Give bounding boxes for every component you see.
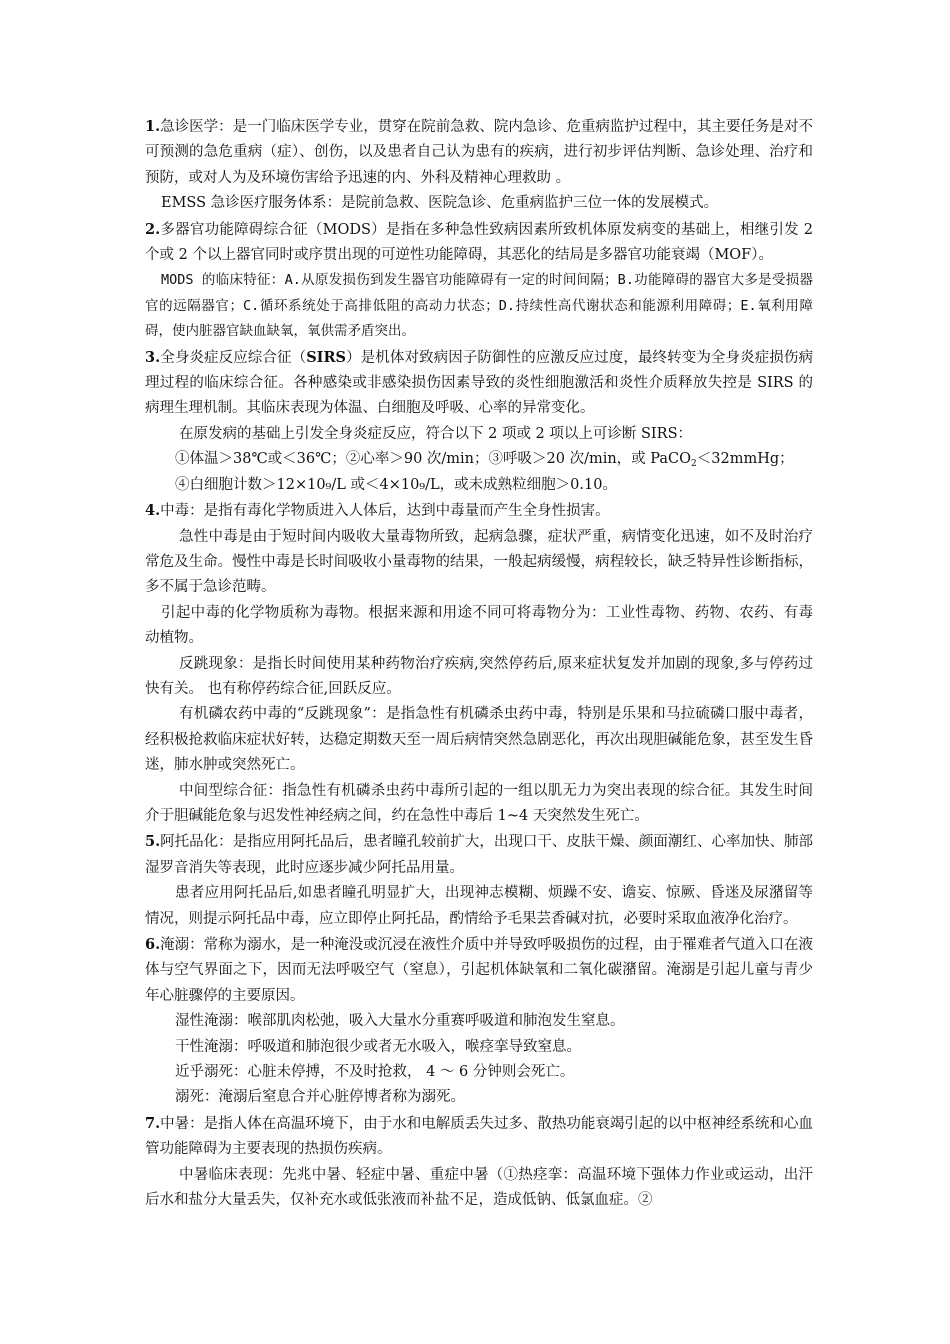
s6-drowned: 溺死：淹溺后窒息合并心脏停博者称为溺死。 xyxy=(175,1089,465,1106)
s6-near: 近乎溺死：心脏未停搏，不及时抢救， 4 ～ 6 分钟则会死亡。 xyxy=(175,1064,575,1081)
s6-number: 6. xyxy=(145,936,161,953)
s4-intermediate: 中间型综合征：指急性有机磷杀虫药中毒所引起的一组以肌无力为突出表现的综合征。其发生时间介于胆碱能危象与迟发性神经病之间，约在急性中毒后 1~4 天突然发生死亡。 xyxy=(145,782,813,824)
s4-definition: 4.中毒：是指有毒化学物质进入人体后，达到中毒量而产生全身性损害。 xyxy=(145,502,610,520)
s7-symptoms: 中暑临床表现：先兆中暑、轻症中暑、重症中暑（①热痉挛：高温环境下强体力作业或运动，出汗后水和盐分大量丢失，仅补充水或低张液而补盐不足，造成低钠、低氯血症。② xyxy=(145,1166,813,1209)
s1-definition: 1.急诊医学：是一门临床医学专业，贯穿在院前急救、院内急诊、危重病监护过程中，其主要任务是对不可预测的急危重病（症）、创伤，以及患者自己认为患有的疾病，进行初步评估判断、急诊处理、治疗和预防，或对人为及环境伤害给予迅速的内、外科及精神心理救助 。 xyxy=(145,118,813,186)
s7-definition: 7.中暑：是指人体在高温环境下，由于水和电解质丢失过多、散热功能衰竭引起的以中枢神经系统和心血管功能障碍为主要表现的热损伤疾病。 xyxy=(145,1114,813,1158)
s3-criteria-1: ①体温＞38℃或＜36℃；②心率＞90 次/min；③呼吸＞20 次/min，或 PaCO$_2$＜32mmHg； xyxy=(175,451,794,470)
s2-number: 2. xyxy=(145,220,161,238)
s6-dry: 干性淹溺：呼吸道和肺泡很少或者无水吸入，喉痉挛导致窒息。 xyxy=(175,1038,581,1055)
s3-number: 3. xyxy=(145,348,161,366)
document-page xyxy=(145,114,813,1213)
s3-criteria-intro: 在原发病的基础上引发全身炎症反应，符合以下 2 项或 2 项以上可诊断 SIRS： xyxy=(179,425,693,442)
s5-poisoning: 患者应用阿托品后,如患者瞳孔明显扩大，出现神志模糊、烦躁不安、谵妄、惊厥、昏迷及尿潴留等情况，则提示阿托品中毒，应立即停止阿托品，酌情给予毛果芸香碱对抗，必要时采取血液净化治疗。 xyxy=(145,885,813,927)
s3-criteria-2: ④白细胞计数＞12×10₉/L 或＜4×10₉/L，或未成熟粒细胞＞0.10。 xyxy=(175,476,617,493)
s5-definition: 5.阿托品化：是指应用阿托品后，患者瞳孔较前扩大，出现口干、皮肤干燥、颜面潮红、心率加快、肺部湿罗音消失等表现，此时应逐步减少阿托品用量。 xyxy=(145,833,813,876)
s4-rebound: 反跳现象：是指长时间使用某种药物治疗疾病,突然停药后,原来症状复发并加剧的现象,多与停药过快有关。 也有称停药综合征,回跃反应。 xyxy=(145,655,813,697)
s4-poison-types: 引起中毒的化学物质称为毒物。根据来源和用途不同可将毒物分为：工业性毒物、药物、农药、有毒动植物。 xyxy=(145,604,813,647)
s5-number: 5. xyxy=(145,833,161,851)
s1-emss: EMSS 急诊医疗服务体系：是院前急救、医院急诊、危重病监护三位一体的发展模式。 xyxy=(161,195,719,212)
s6-definition: 6.淹溺：常称为溺水，是一种淹没或沉浸在液性介质中并导致呼吸损伤的过程，由于罹难者气道入口在液体与空气界面之下，因而无法呼吸空气（窒息），引起机体缺氧和二氧化碳潴留。淹溺是引起儿童与青少年心脏骤停的主要原因。 xyxy=(145,936,813,1004)
s4-op-rebound: 有机磷农药中毒的“反跳现象”：是指急性有机磷杀虫药中毒，特别是乐果和马拉硫磷口服中毒者，经积极抢救临床症状好转，达稳定期数天至一周后病情突然急剧恶化，再次出现胆碱能危象，甚至发生昏迷，肺水肿或突然死亡。 xyxy=(145,706,813,774)
s4-acute-chronic: 急性中毒是由于短时间内吸收大量毒物所致，起病急骤，症状严重，病情变化迅速，如不及时治疗常危及生命。慢性中毒是长时间吸收小量毒物的结果，一般起病缓慢，病程较长，缺乏特异性诊断指标，多不属于急诊范畴。 xyxy=(145,528,813,596)
s2-features: MODS 的临床特征：A.从原发损伤到发生器官功能障碍有一定的时间间隔；B.功能障碍的器官大多是受损器官的远隔器官；C.循环系统处于高排低阻的高动力状态；D.持续性高代谢状态和能源利用障碍；E.氧利用障碍，使内脏器官缺血缺氧，氧供需矛盾突出。 xyxy=(145,272,813,340)
s2-definition: 2.多器官功能障碍综合征（MODS）是指在多种急性致病因素所致机体原发病变的基础上，相继引发 2 个或 2 个以上器官同时或序贯出现的可逆性功能障碍，其恶化的结局是多器官功能衰竭（MOF）。 xyxy=(145,220,813,264)
s1-number: 1. xyxy=(145,118,161,135)
s6-wet: 湿性淹溺：喉部肌肉松弛，吸入大量水分重赛呼吸道和肺泡发生窒息。 xyxy=(175,1013,625,1030)
s3-definition: 3.全身炎症反应综合征（SIRS）是机体对致病因子防御性的应激反应过度，最终转变为全身炎症损伤病理过程的临床综合征。各种感染或非感染损伤因素导致的炎性细胞激活和炎性介质释放失控是 SIRS 的病理生理机制。其临床表现为体温、白细胞及呼吸、心率的异常变化。 xyxy=(145,348,814,417)
s4-number: 4. xyxy=(145,502,161,520)
s7-number: 7. xyxy=(145,1114,161,1132)
